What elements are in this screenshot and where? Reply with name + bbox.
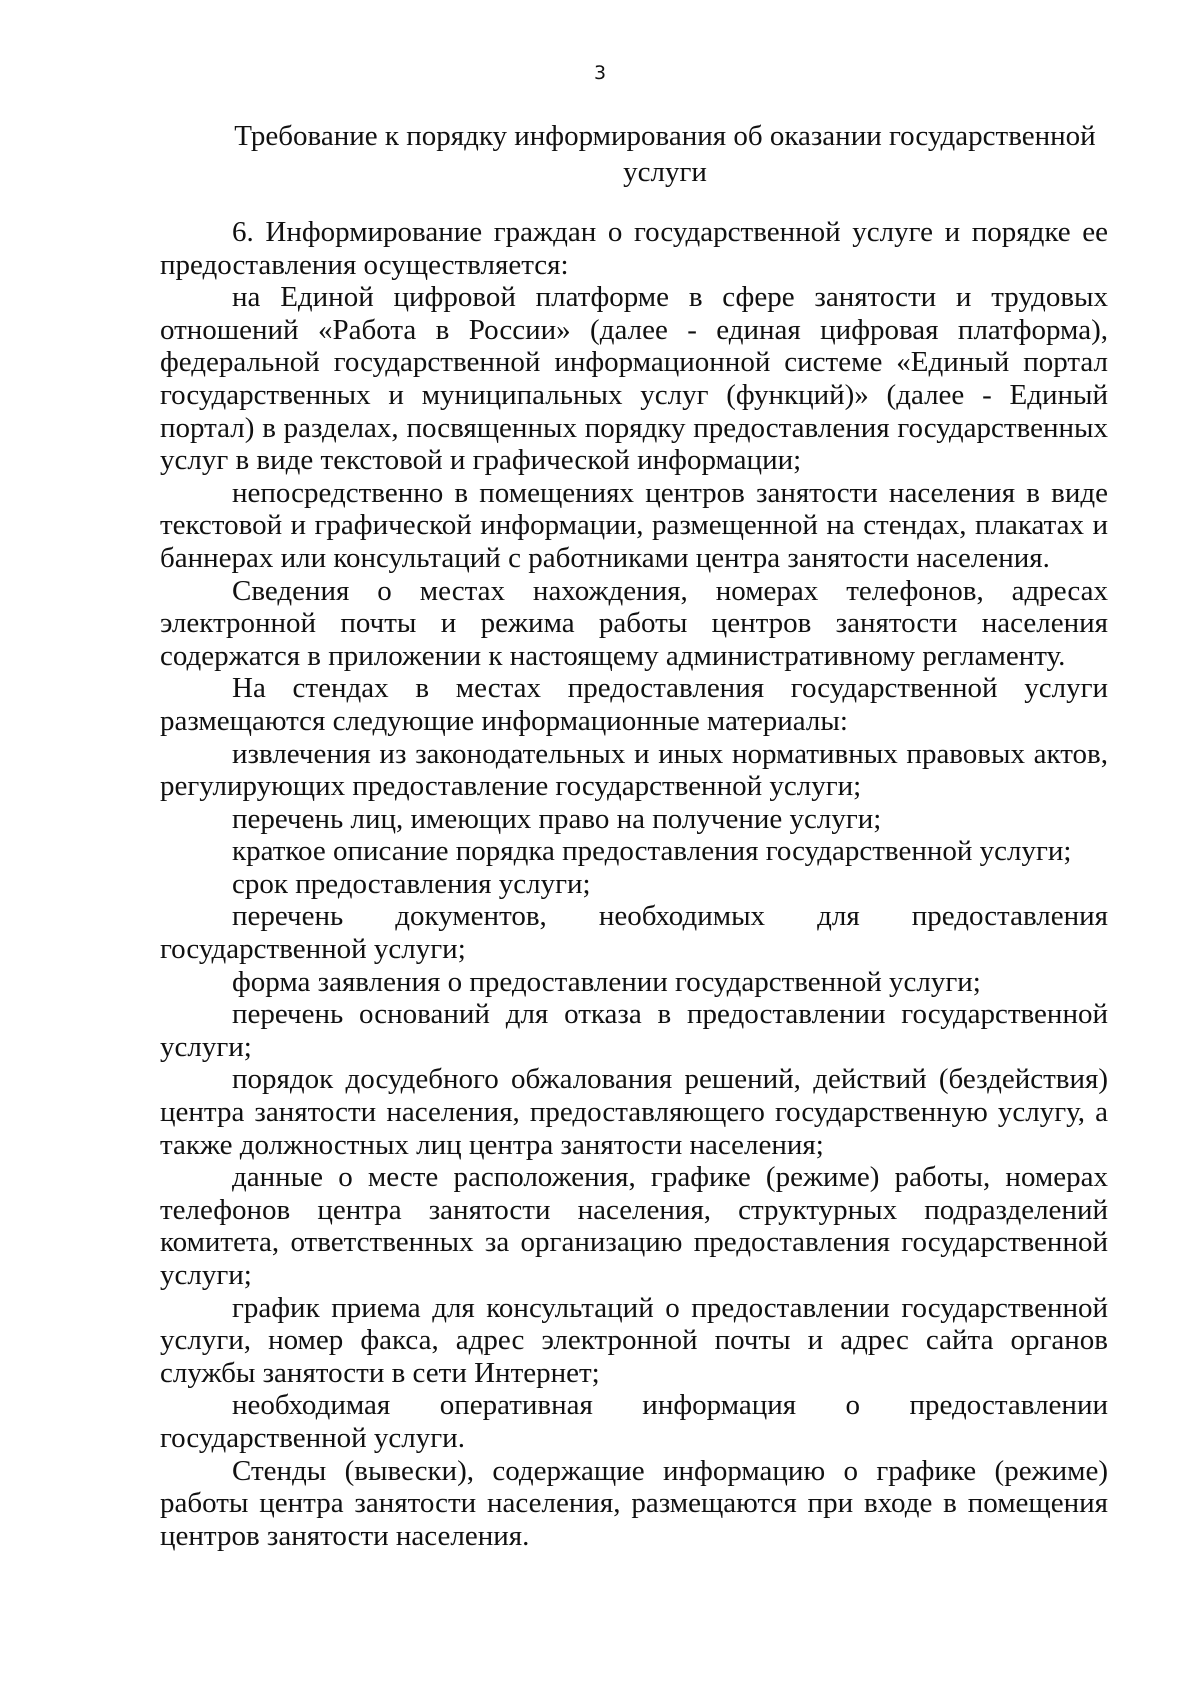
paragraph: график приема для консультаций о предоставлении государственной услуги, номер факса, адрес электронной почты и адрес сайта органов службы занятости в сети Интернет; <box>160 1291 1108 1389</box>
paragraph: перечень оснований для отказа в предоставлении государственной услуги; <box>160 998 1108 1063</box>
paragraph: 6. Информирование граждан о государственной услуге и порядке ее предоставления осуществляется: <box>160 216 1108 281</box>
paragraph: извлечения из законодательных и иных нормативных правовых актов, регулирующих предоставление государственной услуги; <box>160 737 1108 803</box>
paragraph: На стендах в местах предоставления государственной услуги размещаются следующие информационные материалы: <box>160 672 1108 737</box>
paragraph: порядок досудебного обжалования решений, действий (бездействия) центра занятости населения, предоставляющего государственную услугу, а также должностных лиц центра занятости населения; <box>160 1063 1108 1161</box>
paragraph: на Единой цифровой платформе в сфере занятости и трудовых отношений «Работа в России» (далее - единая цифровая платформа), федеральной государственной информационной системе «Единый портал государственных и муниципальных услуг (функций)» (далее - Единый портал) в разделах, посвященных порядку предоставления государственных услуг в виде текстовой и графической информации; <box>160 281 1108 477</box>
paragraph: срок предоставления услуги; <box>232 867 591 900</box>
document-body <box>160 216 1108 1552</box>
page-title: Требование к порядку информирования об оказании государственной услуги <box>234 120 1096 188</box>
paragraph: Сведения о местах нахождения, номерах телефонов, адресах электронной почты и режима работы центров занятости населения содержатся в приложении к настоящему административному регламенту. <box>160 574 1108 672</box>
paragraph: данные о месте расположения, графике (режиме) работы, номерах телефонов центра занятости населения, структурных подразделений комитета, ответственных за организацию предоставления государственной услуги; <box>160 1161 1108 1291</box>
paragraph: необходимая оперативная информация о предоставлении государственной услуги. <box>160 1389 1108 1454</box>
paragraph: Стенды (вывески), содержащие информацию о графике (режиме) работы центра занятости населения, размещаются при входе в помещения центров занятости населения. <box>160 1454 1108 1552</box>
paragraph: перечень лиц, имеющих право на получение услуги; <box>232 802 882 835</box>
paragraph: форма заявления о предоставлении государственной услуги; <box>232 965 981 998</box>
page-number: 3 <box>593 62 607 84</box>
paragraph: перечень документов, необходимых для предоставления государственной услуги; <box>160 900 1108 966</box>
paragraph: краткое описание порядка предоставления государственной услуги; <box>232 835 1072 868</box>
paragraph: непосредственно в помещениях центров занятости населения в виде текстовой и графической информации, размещенной на стендах, плакатах и баннерах или консультаций с работниками центра занятости населения. <box>160 476 1108 574</box>
